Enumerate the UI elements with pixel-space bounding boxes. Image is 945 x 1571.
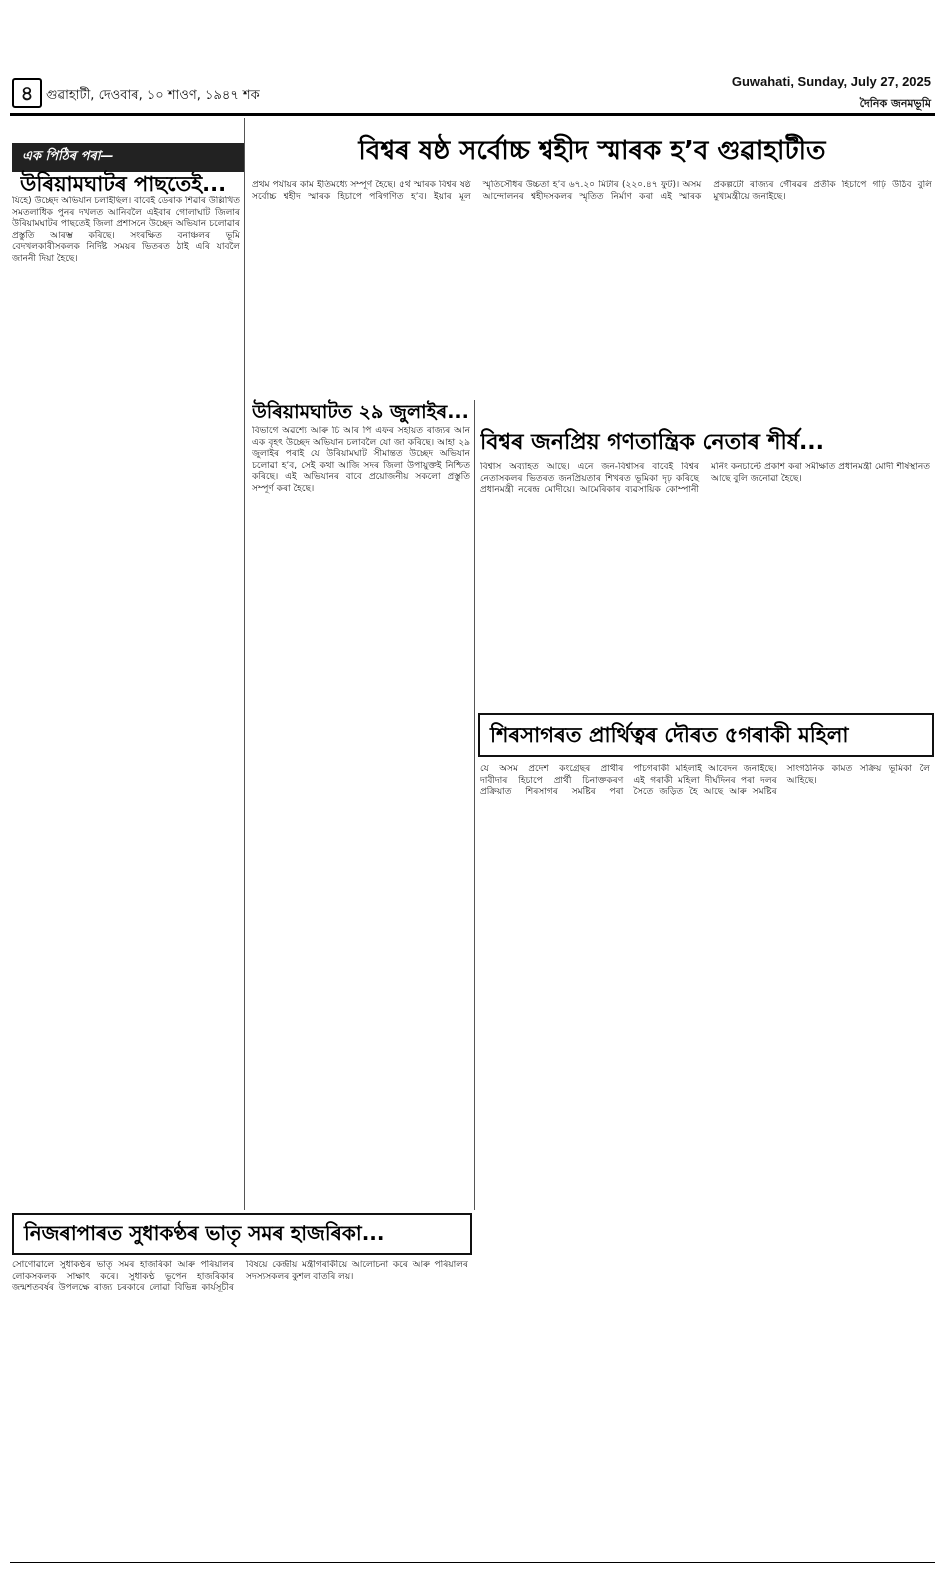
- article-6-headline-box: [12, 1213, 472, 1255]
- date-english: Guwahati, Sunday, July 27, 2025: [731, 74, 931, 89]
- article-4-body: বিশ্বাস অব্যাহত আছে। এনে জন-বিশ্বাসৰ বাবেই বিশ্বৰ নেতাসকলৰ ভিতৰত জনপ্ৰিয়তাৰ শিখৰত ভূমিকা দৃঢ় কৰিছে প্ৰধানমন্ত্ৰী নৰেন্দ্ৰ মোদীয়ে। আমেৰিকাৰ ব্যৱসায়িক কোম্পানী মৰ্নিং কনচাল্টে প্ৰকাশ কৰা সমীক্ষাত প্ৰধানমন্ত্ৰী মোদী শীৰ্ষস্থানত আছে বুলি জনোৱা হৈছে।: [480, 462, 930, 495]
- paper-name: দৈনিক জনমভূমি: [859, 97, 931, 110]
- date-assamese: গুৱাহাটী, দেওবাৰ, ১০ শাওণ, ১৯৪৭ শক: [46, 88, 260, 103]
- article-6-body: সোণোৱালে সুধাকণ্ঠৰ ভাতৃ সমৰ হাজৰিকা আৰু পৰিয়ালৰ লোকসকলক সাক্ষাৎ কৰে। সুধাকণ্ঠ ভূপেন হাজৰিকাৰ জন্মশতবৰ্ষৰ উপলক্ষে ৰাজ্য চৰকাৰে লোৱা বিভিন্ন কাৰ্যসূচীৰ বিষয়ে কেন্দ্ৰীয় মন্ত্ৰীগৰাকীয়ে আলোচনা কৰে আৰু পৰিয়ালৰ সদস্যসকলৰ কুশল বাতৰি লয়।: [12, 1260, 468, 1293]
- page-number: ৪: [12, 78, 42, 108]
- article-3-headline: উৰিয়ামঘাটত ২৯ জুলাইৰ...: [252, 401, 469, 423]
- header-rule: [10, 113, 935, 116]
- section-label: এক পিঠিৰ পৰা—: [12, 143, 244, 172]
- column-divider: [474, 400, 475, 1210]
- article-4-headline: বিশ্বৰ জনপ্ৰিয় গণতান্ত্ৰিক নেতাৰ শীৰ্ষ...: [480, 430, 825, 455]
- article-1-body: যিহে) উচ্ছেদ অভিযান চলাইছিল। বাবেই ডেৰাক শিৱাৰ উল্লিখিত সমতলাধিক পুনৰ দখলত আনিবলৈ এইবাৰ গোলাঘাট জিলাৰ উৰিয়ামঘাটৰ পাছতেই জিলা প্ৰশাসনে উচ্ছেদ অভিযান চলোৱাৰ প্ৰস্তুতি আৰম্ভ কৰিছে। সংৰক্ষিত বনাঞ্চলৰ ভূমি বেদখলকাৰীসকলক নিৰ্দিষ্ট সময়ৰ ভিতৰত ঠাই এৰি যাবলৈ জাননী দিয়া হৈছে।: [12, 196, 240, 264]
- article-2-body: প্ৰথম পৰ্যায়ৰ কাম ইতিমধ্যে সম্পূৰ্ণ হৈছে। ৫ৰ্থ স্মাৰক বিশ্বৰ ষষ্ঠ সৰ্বোচ্চ শ্বহীদ স্মাৰক হিচাপে পৰিগণিত হ’ব। ইয়াৰ মূল স্মৃতিসৌধৰ উচ্চতা হ’ব ৬৭.২০ মিটাৰ (২২০.৪৭ ফুট)। অসম আন্দোলনৰ শ্বহীদসকলৰ স্মৃতিত নিৰ্মাণ কৰা এই স্মাৰক প্ৰকল্পটো ৰাজ্যৰ গৌৰৱৰ প্ৰতীক হিচাপে গঢ়ি উঠিব বুলি মুখ্যমন্ত্ৰীয়ে জনাইছে।: [252, 180, 932, 202]
- article-5-headline: শিৰসাগৰত প্ৰাৰ্থিত্বৰ দৌৰত ৫গৰাকী মহিলা: [490, 723, 849, 747]
- article-3-body: বিভাগে অৱশ্যে আৰু চি আৰ পি এফৰ সহায়ত ৰাজ্যৰ আন এক বৃহৎ উচ্ছেদ অভিযান চলাবলৈ যো জা কৰিছে। আহা ২৯ জুলাইৰ পৰাই যে উৰিয়ামঘাট সীমান্তত উচ্ছেদ অভিযান চলোৱা হ’ব, সেই কথা আজি সদৰ জিলা উপায়ুক্তই নিশ্চিত কৰিছে। এই অভিযানৰ বাবে প্ৰয়োজনীয় সকলো প্ৰস্তুতি সম্পূৰ্ণ কৰা হৈছে।: [252, 426, 470, 494]
- footer-rule: [10, 1562, 935, 1563]
- article-6-headline: নিজৰাপাৰত সুধাকণ্ঠৰ ভাতৃ সমৰ হাজৰিকা...: [24, 1221, 385, 1245]
- article-2-headline: বিশ্বৰ ষষ্ঠ সৰ্বোচ্চ শ্বহীদ স্মাৰক হ’ব গুৱাহাটীত: [358, 136, 826, 166]
- article-1-headline: উৰিয়ামঘাটৰ পাছতেই...: [20, 172, 227, 196]
- column-divider: [244, 118, 245, 1210]
- article-5-body: যে অসম প্ৰদেশ কংগ্ৰেছৰ প্ৰাৰ্থীৰ দাবীদাৰ হিচাপে প্ৰাৰ্থী চিনাক্তকৰণ প্ৰক্ৰিয়াত শিৰসাগৰ সমষ্টিৰ পৰা পাঁচগৰাকী মহিলাই আবেদন জনাইছে। এই গৰাকী মহিলা দীৰ্ঘদিনৰ পৰা দলৰ সৈতে জড়িত হৈ আছে আৰু সমষ্টিৰ সাংগঠনিক কামত সক্ৰিয় ভূমিকা লৈ আহিছে।: [480, 764, 930, 797]
- article-5-headline-box: [478, 713, 934, 757]
